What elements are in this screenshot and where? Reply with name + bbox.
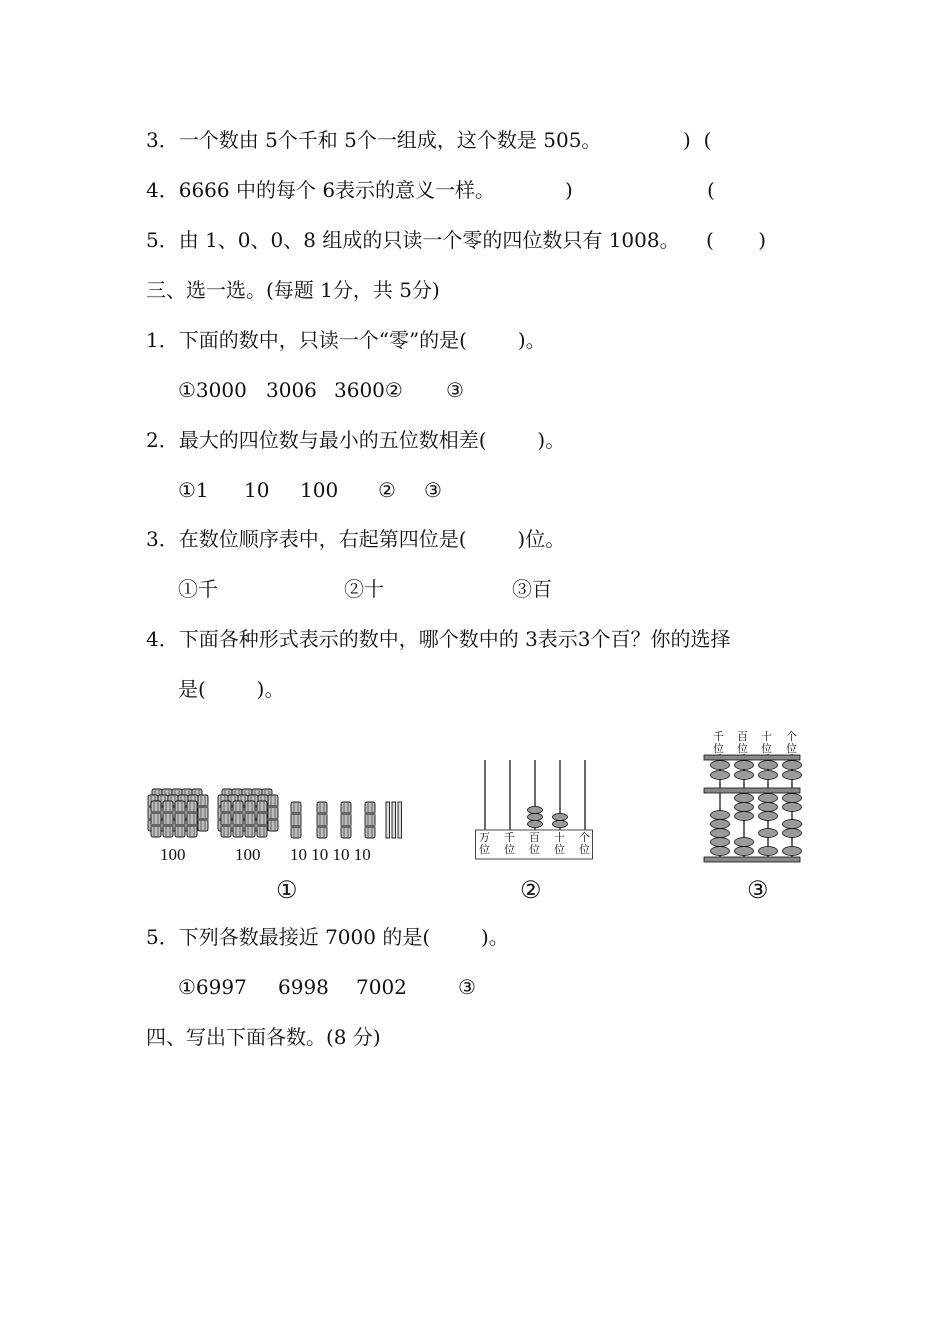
choice-q2-option[interactable]: 10: [244, 478, 270, 502]
choice-q4-line2: 是( )。: [178, 677, 285, 701]
choice-q3-option[interactable]: ①千: [178, 577, 218, 601]
choice-q2-option[interactable]: ①1: [178, 478, 209, 502]
choice-q2-text: 2．最大的四位数与最小的五位数相差( )。: [146, 428, 566, 452]
choice-q3-option[interactable]: ②十: [344, 577, 384, 601]
frame-place-label: 十 位: [554, 831, 565, 856]
judge-q3-paren[interactable]: ) (: [683, 128, 712, 152]
figure-mark-3[interactable]: ③: [747, 876, 769, 904]
frame-place-label: 个 位: [579, 831, 590, 856]
choice-q5-option[interactable]: ①6997: [178, 975, 247, 999]
judge-q5-text: 5．由 1、0、0、8 组成的只读一个零的四位数只有 1008。: [146, 228, 680, 252]
choice-q1-option[interactable]: ①3000: [178, 378, 247, 402]
choice-q5-option[interactable]: 6998: [278, 975, 329, 999]
sticks-label: 100: [235, 845, 261, 864]
sticks-label: 100: [160, 845, 186, 864]
sticks-label: 10 10 10 10: [290, 845, 371, 864]
judge-q4-open[interactable]: (: [707, 178, 715, 202]
section-heading-3: 三、选一选。(每题 1分，共 5分): [146, 278, 440, 302]
abacus-place-label: 个 位: [786, 730, 797, 755]
abacus-drawing: [700, 754, 804, 864]
judge-q3-text: 3．一个数由 5个千和 5个一组成，这个数是 505。: [146, 128, 602, 152]
abacus-place-label: 十 位: [761, 730, 772, 755]
abacus-place-label: 千 位: [713, 730, 724, 755]
sticks-drawing: [146, 786, 406, 846]
choice-q5-text: 5．下列各数最接近 7000 的是( )。: [146, 925, 509, 949]
choice-q1-option[interactable]: ③: [446, 378, 464, 402]
choice-q3-option[interactable]: ③百: [512, 577, 552, 601]
frame-place-label: 千 位: [504, 831, 515, 856]
choice-q3-text: 3．在数位顺序表中，右起第四位是( )位。: [146, 527, 566, 551]
choice-q2-option[interactable]: ②: [378, 478, 396, 502]
judge-q4-text: 4．6666 中的每个 6表示的意义一样。: [146, 178, 496, 202]
judge-q5-paren[interactable]: ( ): [706, 228, 767, 252]
choice-q1-option[interactable]: 3600②: [334, 378, 403, 402]
abacus-figure: [700, 754, 804, 864]
choice-q2-option[interactable]: ③: [424, 478, 442, 502]
choice-q5-option[interactable]: 7002: [356, 975, 407, 999]
choice-q4-line1: 4．下面各种形式表示的数中，哪个数中的 3表示3个百？你的选择: [146, 627, 731, 651]
figure-mark-2[interactable]: ②: [520, 876, 542, 904]
sticks-figure: [146, 786, 406, 846]
section-heading-4: 四、写出下面各数。(8 分): [146, 1025, 381, 1049]
figure-mark-1[interactable]: ①: [276, 876, 298, 904]
choice-q2-option[interactable]: 100: [300, 478, 339, 502]
abacus-place-label: 百 位: [737, 730, 748, 755]
choice-q5-option[interactable]: ③: [458, 975, 476, 999]
choice-q1-text: 1．下面的数中，只读一个“零”的是( )。: [146, 328, 546, 352]
choice-q1-option[interactable]: 3006: [266, 378, 317, 402]
judge-q4-close[interactable]: ): [565, 178, 573, 202]
frame-place-label: 万 位: [479, 831, 490, 856]
frame-place-label: 百 位: [529, 831, 540, 856]
